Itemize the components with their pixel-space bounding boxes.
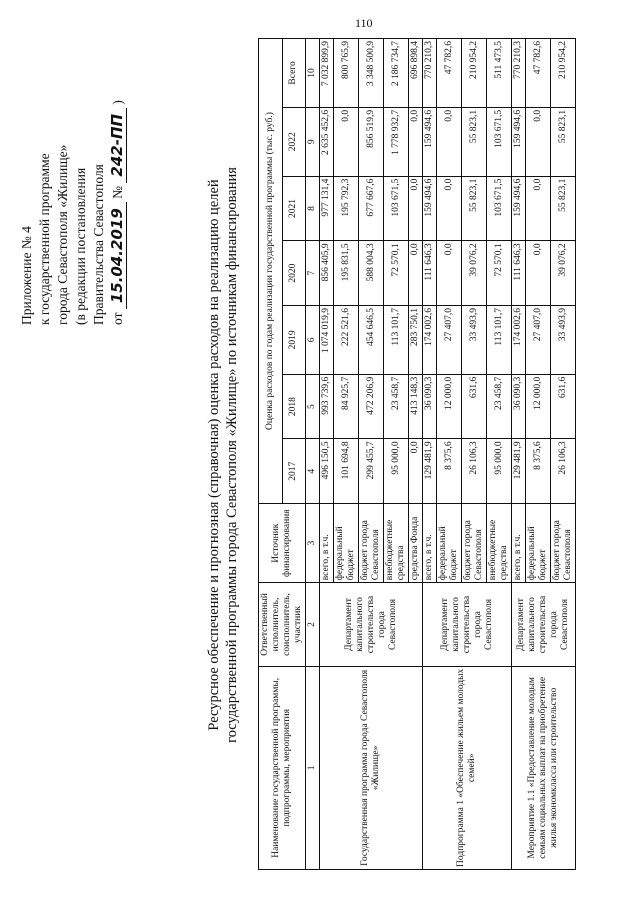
total-cell: 800 765,9 xyxy=(334,39,359,108)
column-number: 9 xyxy=(306,107,320,176)
amount-cell: 55 823,1 xyxy=(462,107,487,176)
amount-cell: 103 671,5 xyxy=(384,176,409,241)
header-year: 2019 xyxy=(282,305,306,374)
column-number: 8 xyxy=(306,176,320,241)
header-year: 2021 xyxy=(282,176,306,241)
source-cell: всего, в т.ч. xyxy=(423,504,437,583)
amount-cell: 856 519,9 xyxy=(359,107,384,176)
page-number: 110 xyxy=(355,16,373,30)
document-title xyxy=(205,15,241,895)
amount-cell: 0,0 xyxy=(437,176,462,241)
total-cell: 770 210,3 xyxy=(423,39,437,108)
amount-cell: 283 750,1 xyxy=(409,305,423,374)
table-body xyxy=(320,39,576,870)
total-cell: 210 954,2 xyxy=(551,39,576,108)
amount-cell: 84 925,7 xyxy=(334,374,359,439)
amount-cell: 23 458,7 xyxy=(487,374,512,439)
appendix-line: (в редакции постановления xyxy=(73,167,88,325)
header-total: Всего xyxy=(282,39,306,108)
amount-cell: 195 831,5 xyxy=(334,241,359,306)
table-row xyxy=(423,39,437,870)
total-cell: 7 032 899,9 xyxy=(320,39,334,108)
funding-table xyxy=(258,38,576,870)
amount-cell: 95 000,0 xyxy=(487,439,512,504)
total-cell: 770 210,3 xyxy=(512,39,526,108)
amount-cell: 299 455,7 xyxy=(359,439,384,504)
amount-cell: 0,0 xyxy=(437,107,462,176)
program-name-cell: Подпрограмма 1 «Обеспечение жильем молодых семей» xyxy=(423,666,512,869)
amount-cell: 413 148,3 xyxy=(409,374,423,439)
header-year: 2017 xyxy=(282,439,306,504)
amount-cell: 0,0 xyxy=(526,107,551,176)
source-cell: бюджет города Севастополя xyxy=(359,504,384,583)
handwritten-number: 242-ПП xyxy=(108,108,127,183)
source-cell: всего, в т.ч. xyxy=(320,504,334,583)
amount-cell: 0,0 xyxy=(437,241,462,306)
amount-cell: 472 206,9 xyxy=(359,374,384,439)
header-row xyxy=(259,39,283,870)
amount-cell: 55 823,1 xyxy=(551,107,576,176)
source-cell: федеральный бюджет xyxy=(437,504,462,583)
amount-cell: 33 493,9 xyxy=(551,305,576,374)
amount-cell: 39 076,2 xyxy=(462,241,487,306)
appendix-block xyxy=(18,25,127,325)
amount-cell: 113 101,7 xyxy=(384,305,409,374)
column-number-row xyxy=(306,39,320,870)
amount-cell: 103 671,5 xyxy=(487,107,512,176)
title-line: государственной программы города Севастополя «Жилище» по источникам финансирования xyxy=(224,167,240,743)
appendix-date-line xyxy=(108,25,127,325)
amount-cell: 8 375,6 xyxy=(526,439,551,504)
header-name: Наименование государственной программы, подпрограммы, мероприятия xyxy=(259,666,306,869)
header-year: 2022 xyxy=(282,107,306,176)
amount-cell: 0,0 xyxy=(409,107,423,176)
column-number: 6 xyxy=(306,305,320,374)
amount-cell: 26 106,3 xyxy=(462,439,487,504)
amount-cell: 95 000,0 xyxy=(384,439,409,504)
amount-cell: 36 090,3 xyxy=(423,374,437,439)
amount-cell: 222 521,6 xyxy=(334,305,359,374)
title-line: Ресурсное обеспечение и прогнозная (справочная) оценка расходов на реализацию целей xyxy=(206,179,222,731)
amount-cell: 0,0 xyxy=(409,439,423,504)
executor-cell: Департамент капитального строительства города Севастополя xyxy=(423,583,512,666)
handwritten-date: 15.04.2019 xyxy=(108,202,127,309)
program-name-cell: Государственная программа города Севастополя «Жилище» xyxy=(320,666,423,869)
source-cell: федеральный бюджет xyxy=(334,504,359,583)
table-row xyxy=(512,39,526,870)
executor-cell: Департамент капитального строительства города Севастополя xyxy=(512,583,576,666)
amount-cell: 33 493,9 xyxy=(462,305,487,374)
amount-cell: 195 792,3 xyxy=(334,176,359,241)
closing-paren: ) xyxy=(110,100,125,105)
amount-cell: 993 739,6 xyxy=(320,374,334,439)
source-cell: средства Фонда xyxy=(409,504,423,583)
column-number: 4 xyxy=(306,439,320,504)
amount-cell: 23 458,7 xyxy=(384,374,409,439)
amount-cell: 72 570,1 xyxy=(487,241,512,306)
amount-cell: 1 074 019,9 xyxy=(320,305,334,374)
amount-cell: 12 000,0 xyxy=(437,374,462,439)
amount-cell: 111 646,3 xyxy=(512,241,526,306)
program-name-cell: Мероприятие 1.1 «Предоставление молодым семьям социальных выплат на приобретение жилья экономкласса или строительство xyxy=(512,666,576,869)
column-number: 1 xyxy=(306,666,320,869)
column-number: 7 xyxy=(306,241,320,306)
amount-cell: 0,0 xyxy=(526,241,551,306)
column-number: 2 xyxy=(306,583,320,666)
amount-cell: 631,6 xyxy=(462,374,487,439)
amount-cell: 677 667,6 xyxy=(359,176,384,241)
executor-cell: Департамент капитального строительства города Севастополя xyxy=(320,583,423,666)
amount-cell: 72 570,1 xyxy=(384,241,409,306)
amount-cell: 111 646,3 xyxy=(423,241,437,306)
amount-cell: 1 778 932,7 xyxy=(384,107,409,176)
amount-cell: 26 106,3 xyxy=(551,439,576,504)
amount-cell: 55 823,1 xyxy=(462,176,487,241)
amount-cell: 174 002,6 xyxy=(512,305,526,374)
source-cell: внебюджетные средства xyxy=(384,504,409,583)
total-cell: 47 782,6 xyxy=(437,39,462,108)
amount-cell: 27 407,0 xyxy=(437,305,462,374)
amount-cell: 103 671,5 xyxy=(487,176,512,241)
amount-cell: 39 076,2 xyxy=(551,241,576,306)
rotated-page-content xyxy=(0,15,632,895)
amount-cell: 159 494,6 xyxy=(512,107,526,176)
total-cell: 696 898,4 xyxy=(409,39,423,108)
amount-cell: 2 635 452,6 xyxy=(320,107,334,176)
header-year: 2020 xyxy=(282,241,306,306)
amount-cell: 631,6 xyxy=(551,374,576,439)
appendix-line: к государственной программе xyxy=(37,153,52,325)
amount-cell: 8 375,6 xyxy=(437,439,462,504)
amount-cell: 977 131,4 xyxy=(320,176,334,241)
source-cell: федеральный бюджет xyxy=(526,504,551,583)
table-row xyxy=(320,39,334,870)
total-cell: 3 348 500,9 xyxy=(359,39,384,108)
total-cell: 511 473,5 xyxy=(487,39,512,108)
amount-cell: 856 405,9 xyxy=(320,241,334,306)
amount-cell: 0,0 xyxy=(334,107,359,176)
number-prefix: № xyxy=(110,185,125,199)
amount-cell: 101 694,8 xyxy=(334,439,359,504)
amount-cell: 454 646,5 xyxy=(359,305,384,374)
column-number: 5 xyxy=(306,374,320,439)
appendix-line: Правительства Севастополя xyxy=(91,164,106,325)
header-year: 2018 xyxy=(282,374,306,439)
appendix-line: Приложение № 4 xyxy=(19,226,34,325)
header-estimate: Оценка расходов по годам реализации государственной программы (тыс. руб.) xyxy=(259,39,283,504)
amount-cell: 159 494,6 xyxy=(423,107,437,176)
amount-cell: 27 407,0 xyxy=(526,305,551,374)
amount-cell: 174 002,6 xyxy=(423,305,437,374)
column-number: 10 xyxy=(306,39,320,108)
amount-cell: 36 090,3 xyxy=(512,374,526,439)
source-cell: всего, в т.ч. xyxy=(512,504,526,583)
column-number: 3 xyxy=(306,504,320,583)
header-source: Источник финансирования xyxy=(259,504,306,583)
amount-cell: 159 494,6 xyxy=(423,176,437,241)
amount-cell: 159 494,6 xyxy=(512,176,526,241)
date-prefix: от xyxy=(110,312,125,325)
total-cell: 47 782,6 xyxy=(526,39,551,108)
header-executor: Ответственный исполнитель, соисполнитель, участник xyxy=(259,583,306,666)
appendix-line: города Севастополя «Жилище» xyxy=(55,144,70,325)
amount-cell: 588 004,3 xyxy=(359,241,384,306)
amount-cell: 55 823,1 xyxy=(551,176,576,241)
total-cell: 2 186 734,7 xyxy=(384,39,409,108)
amount-cell: 12 000,0 xyxy=(526,374,551,439)
amount-cell: 129 481,9 xyxy=(423,439,437,504)
source-cell: внебюджетные средства xyxy=(487,504,512,583)
amount-cell: 129 481,9 xyxy=(512,439,526,504)
source-cell: бюджет города Севастополя xyxy=(462,504,487,583)
amount-cell: 113 101,7 xyxy=(487,305,512,374)
total-cell: 210 954,2 xyxy=(462,39,487,108)
source-cell: бюджет города Севастополя xyxy=(551,504,576,583)
amount-cell: 0,0 xyxy=(409,176,423,241)
amount-cell: 0,0 xyxy=(409,241,423,306)
amount-cell: 0,0 xyxy=(526,176,551,241)
amount-cell: 496 150,5 xyxy=(320,439,334,504)
